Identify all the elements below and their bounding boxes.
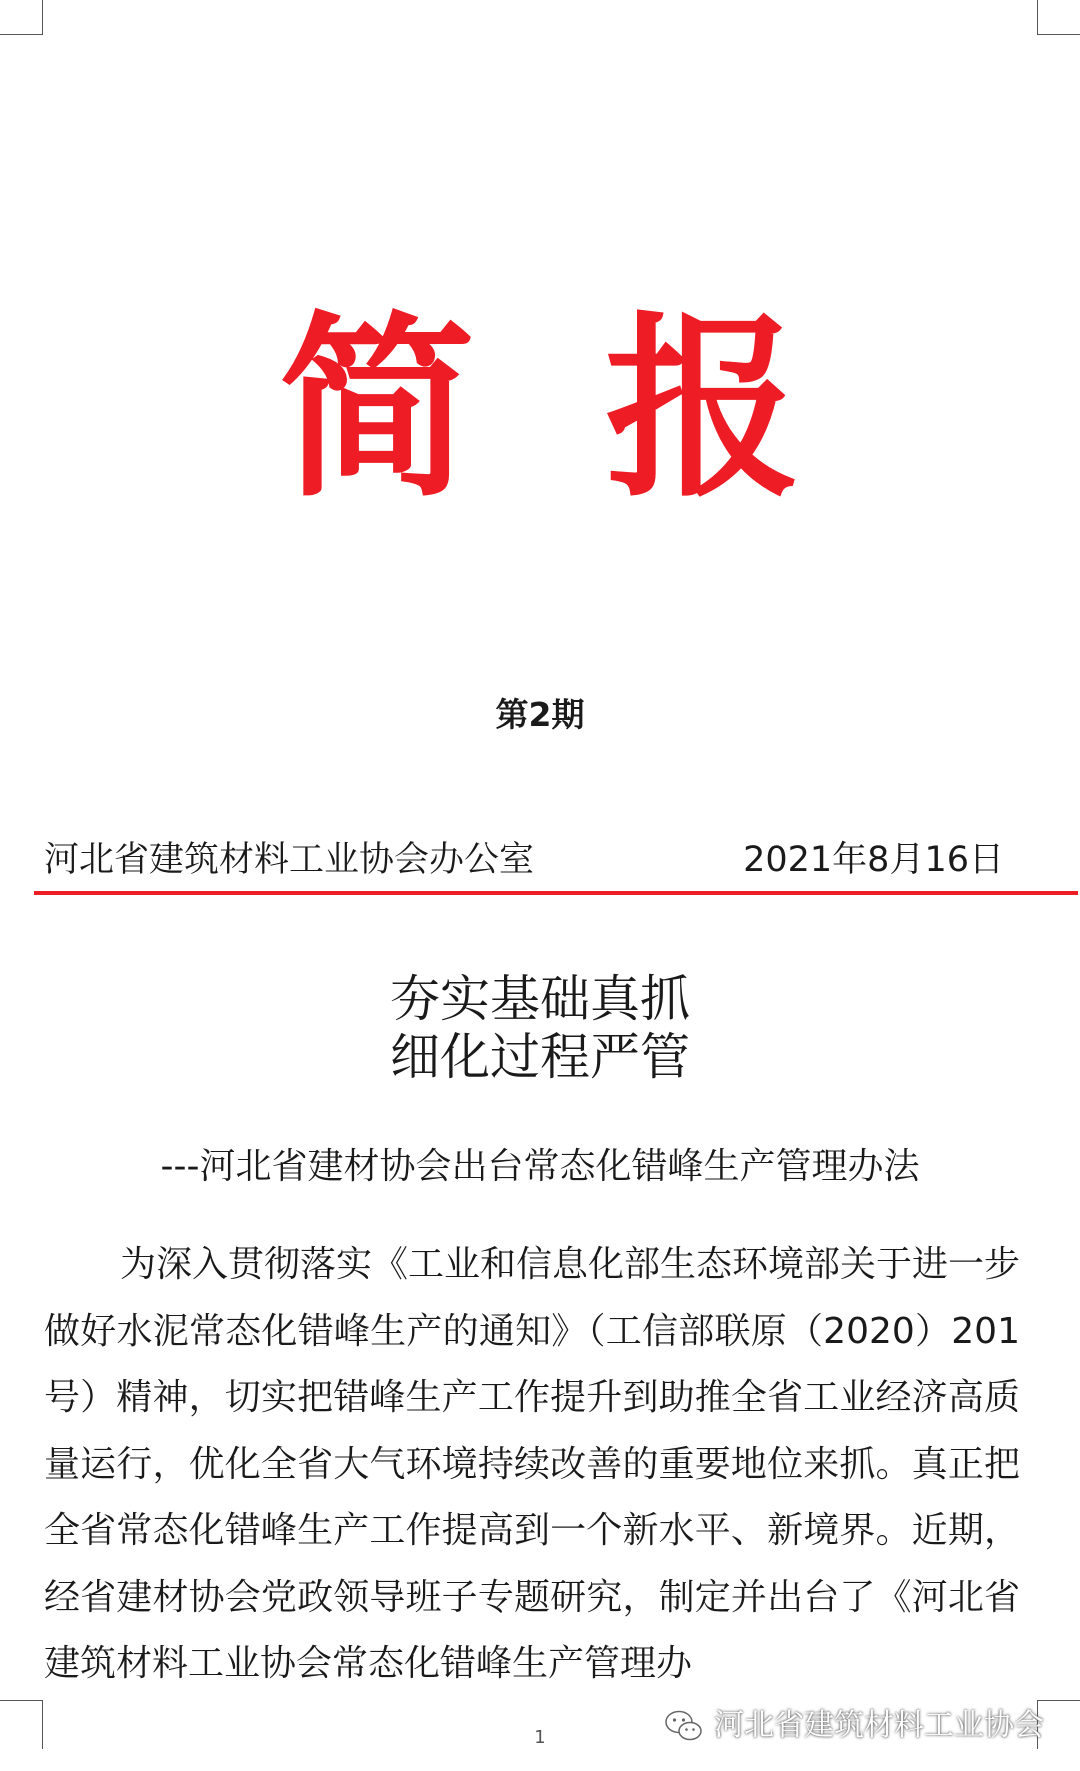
article-body: 为深入贯彻落实《工业和信息化部生态环境部关于进一步做好水泥常态化错峰生产的通知》（工信部联原（2020）201号）精神，切实把错峰生产工作提升到助推全省工业经济高质量运行，优化全省大气环境持续改善的重要地位来抓。真正把全省常态化错峰生产工作提高到一个新水平、新境界。近期，经省建材协会党政领导班子专题研究，制定并出台了《河北省建筑材料工业协会常态化错峰生产管理办 <box>44 1244 1021 1684</box>
article-title-line-1: 夯实基础真抓 <box>390 970 690 1028</box>
header-meta <box>44 835 1004 885</box>
article-title <box>0 970 1080 1086</box>
issue-date: 2021年8月16日 <box>743 840 1004 880</box>
red-divider <box>34 891 1078 895</box>
wechat-icon <box>664 1709 704 1743</box>
masthead-title: 简报 <box>278 296 931 524</box>
article-subtitle: ---河北省建材协会出台常态化错峰生产管理办法 <box>160 1146 920 1187</box>
watermark-text: 河北省建筑材料工业协会 <box>714 1708 1044 1743</box>
crop-mark-top-left <box>0 0 43 35</box>
issuing-organization: 河北省建筑材料工业协会办公室 <box>44 840 535 880</box>
page-number: 1 <box>534 1727 546 1748</box>
article-title-line-2: 细化过程严管 <box>390 1028 690 1086</box>
crop-mark-top-right <box>1037 0 1080 35</box>
source-watermark <box>664 1706 1044 1746</box>
issue-number: 第2期 <box>495 695 585 734</box>
